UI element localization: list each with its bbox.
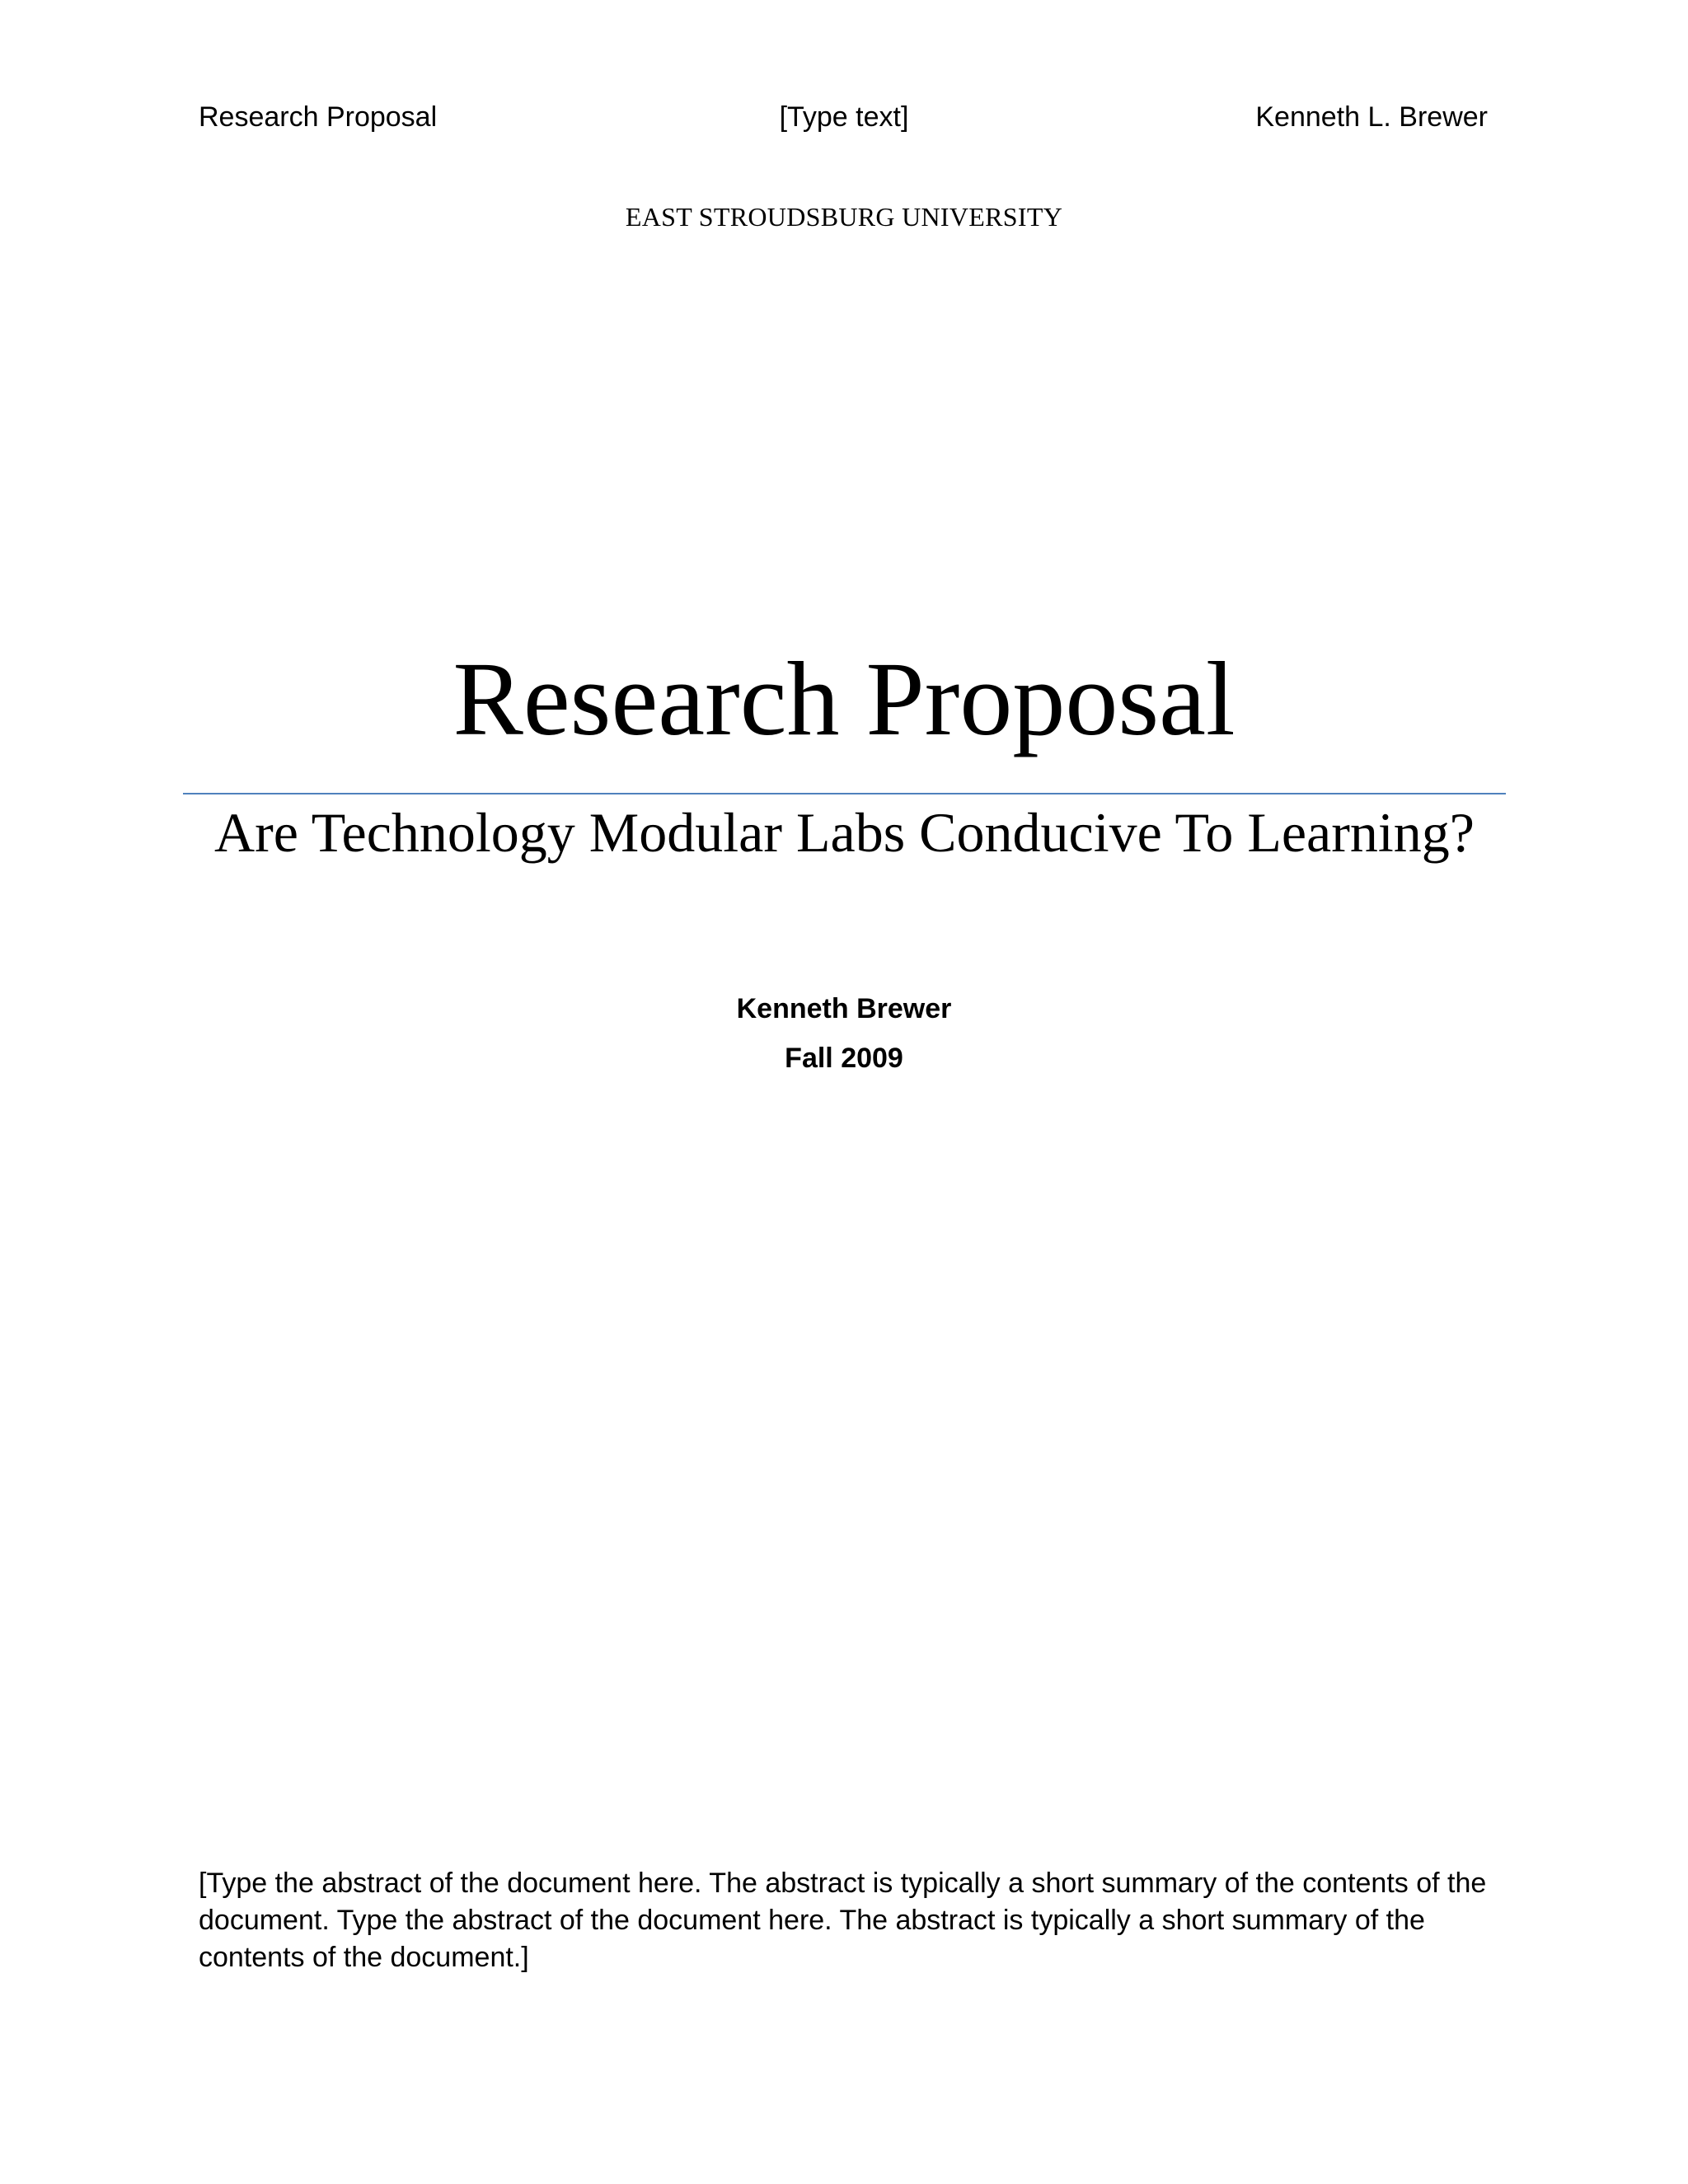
header-center-placeholder: [Type text] bbox=[779, 101, 909, 133]
document-date: Fall 2009 bbox=[785, 1043, 903, 1074]
header-left-text: Research Proposal bbox=[199, 101, 438, 133]
document-title: Research Proposal bbox=[452, 640, 1236, 757]
organization-name: EAST STROUDSBURG UNIVERSITY bbox=[625, 202, 1063, 232]
document-subtitle: Are Technology Modular Labs Conducive To Learning? bbox=[214, 801, 1475, 864]
header-right-author: Kenneth L. Brewer bbox=[1255, 101, 1488, 133]
abstract-text: [Type the abstract of the document here. The abstract is typically a short summary of the contents of the document. Type the abstract of the document here. The abstract is typically a short summary of the contents of the document.] bbox=[199, 1868, 1487, 1973]
title-divider bbox=[183, 793, 1506, 794]
author-name: Kenneth Brewer bbox=[736, 993, 952, 1024]
